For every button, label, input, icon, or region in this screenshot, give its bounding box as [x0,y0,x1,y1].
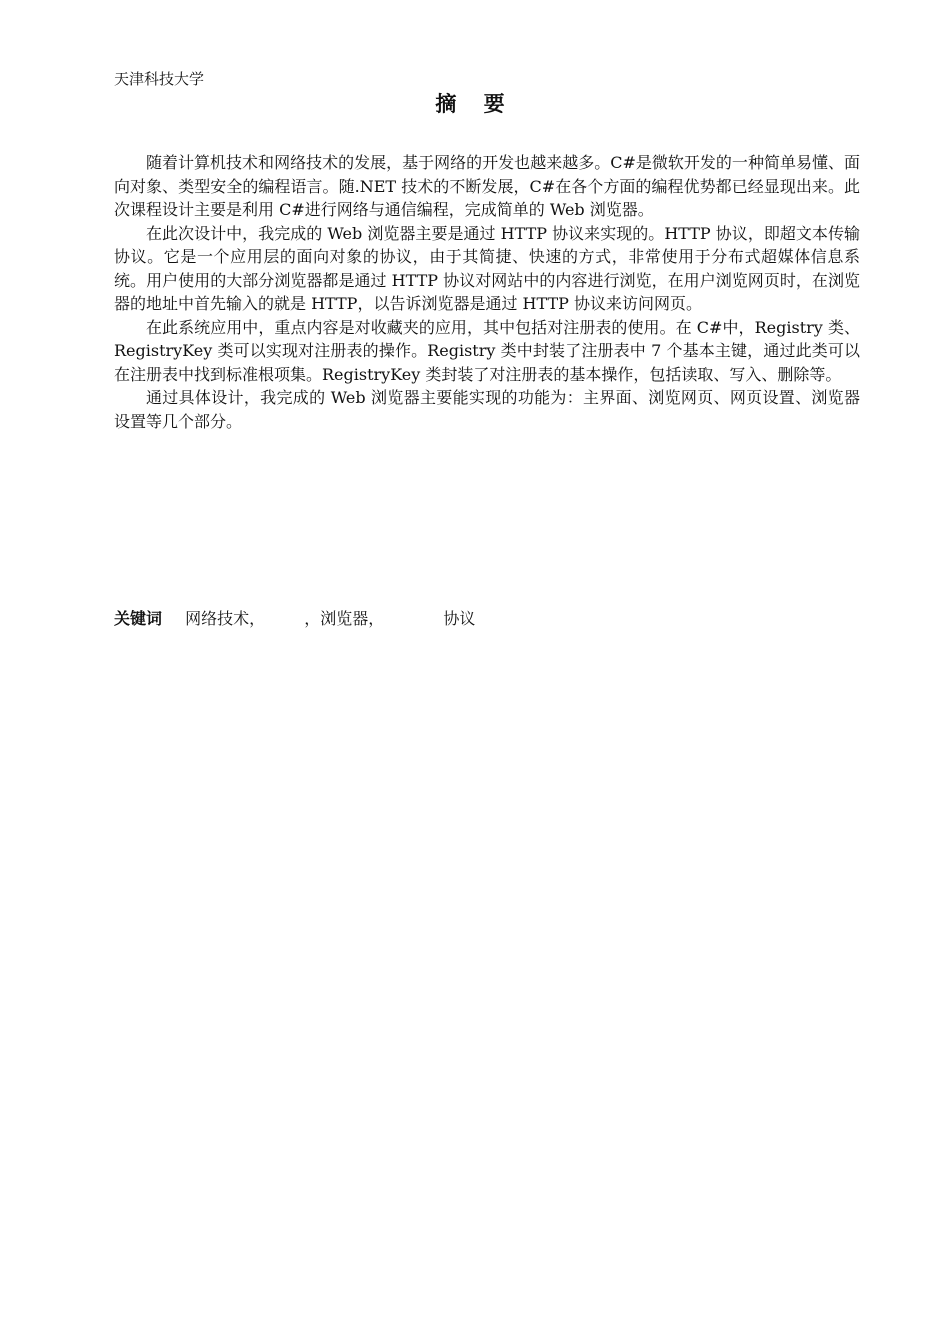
paragraph-1: 随着计算机技术和网络技术的发展，基于网络的开发也越来越多。C#是微软开发的一种简单易懂、面向对象、类型安全的编程语言。随.NET 技术的不断发展，C#在各个方面的编程优势都已经显现出来。此次课程设计主要是利用 C#进行网络与通信编程，完成简单的 Web 浏览器。 [114,153,860,219]
abstract-title: 摘 要 [435,92,515,116]
keyword-3: 协议 [443,609,476,628]
paragraph-3: 在此系统应用中，重点内容是对收藏夹的应用，其中包括对注册表的使用。在 C#中，Registry 类、RegistryKey 类可以实现对注册表的操作。Registry 类中封装了注册表中 7 个基本主键，通过此类可以在注册表中找到标准根项集。RegistryKey 类封装了对注册表的基本操作，包括读取、写入、删除等。 [114,317,860,384]
paragraph-2: 在此次设计中，我完成的 Web 浏览器主要是通过 HTTP 协议来实现的。HTTP 协议，即超文本传输协议。它是一个应用层的面向对象的协议，由于其简捷、快速的方式，非常使用于分布式超媒体信息系统。用户使用的大部分浏览器都是通过 HTTP 协议对网站中的内容进行浏览，在用户浏览网页时，在浏览器的地址中首先输入的就是 HTTP，以告诉浏览器是通过 HTTP 协议来访问网页。 [114,223,860,313]
abstract-body [114,151,860,433]
keyword-2: ，浏览器， [304,609,385,628]
paragraph-4: 通过具体设计，我完成的 Web 浏览器主要能实现的功能为：主界面、浏览网页、网页设置、浏览器设置等几个部分。 [114,388,860,431]
keywords-label: 关键词 [114,609,163,628]
page-header-institution: 天津科技大学 [114,70,205,88]
keyword-1: 网络技术， [185,609,266,628]
keywords-line [114,607,475,631]
